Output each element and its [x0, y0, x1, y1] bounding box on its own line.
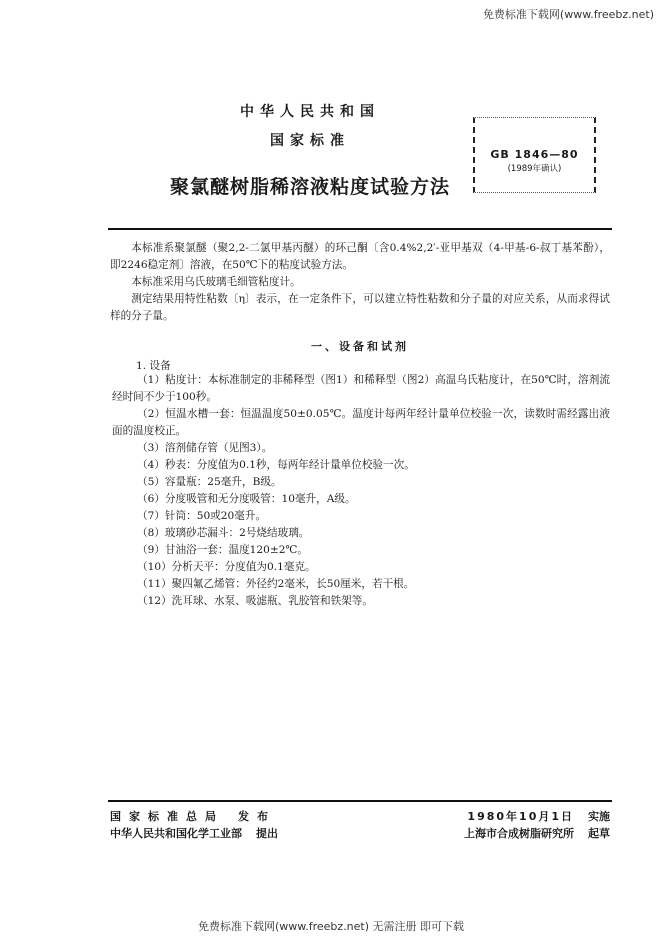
country-name: 中华人民共和国	[240, 104, 380, 120]
list-item: （3）溶剂储存管（见图3）。	[137, 442, 273, 454]
list-item: （11）聚四氟乙烯管：外径约2毫米，长50厘米，若干根。	[137, 578, 415, 590]
confirmation-year: (1989年确认)	[507, 164, 562, 174]
intro-paragraph: 本标准系聚氯醚（聚2,2-二氯甲基丙醚）的环己酮〔含0.4%2,2′-亚甲基双（4-甲基-6-叔丁基苯酚），即2246稳定剂〕溶液，在50℃下的粘度试验方法。	[110, 242, 610, 271]
watermark-bottom: 免费标准下载网(www.freebz.net) 无需注册 即可下载	[197, 920, 465, 933]
standard-code-box	[473, 117, 596, 193]
proposer-name: 中华人民共和国化学工业部	[110, 827, 242, 840]
drafter-label: 起草	[588, 827, 610, 840]
standard-code: GB 1846—80	[490, 148, 579, 161]
intro-paragraph: 测定结果用特性粘数〔η〕表示，在一定条件下，可以建立特性粘数和分子量的对应关系，从而求得试样的分子量。	[110, 293, 610, 322]
list-item: （4）秒表：分度值为0.1秒，每两年经计量单位校验一次。	[137, 459, 415, 471]
implementation-date: 1980年10月1日	[467, 810, 574, 823]
list-item: （2）恒温水槽一套：恒温温度50±0.05℃。温度计每两年经计量单位校验一次，读数时需经露出液面的温度校正。	[112, 408, 610, 437]
issuer-name: 国家标准总局	[110, 810, 224, 823]
watermark-top: 免费标准下载网(www.freebz.net)	[482, 8, 654, 21]
footer-proposer	[110, 825, 278, 841]
proposer-label: 提出	[256, 827, 278, 840]
list-item: （1）粘度计：本标准制定的非稀释型（图1）和稀释型（图2）高温乌氏粘度计，在50℃时，溶剂流经时间不少于100秒。	[112, 374, 610, 403]
standard-category: 国家标准	[270, 133, 350, 149]
drafter-name: 上海市合成树脂研究所	[464, 827, 574, 840]
intro-paragraph: 本标准采用乌氏玻璃毛细管粘度计。	[131, 276, 301, 288]
footer-divider	[108, 800, 612, 802]
list-item: （7）针筒：50或20毫升。	[137, 510, 267, 522]
list-item: （10）分析天平：分度值为0.1毫克。	[137, 561, 316, 573]
footer-issuer	[110, 808, 276, 824]
section-heading: 一、设备和试剂	[311, 340, 409, 353]
item-heading: 1. 设备	[136, 360, 171, 372]
list-item: （5）容量瓶：25毫升，B级。	[137, 476, 282, 488]
header-divider	[108, 228, 612, 230]
equipment-list	[112, 372, 610, 610]
intro-section	[110, 240, 610, 325]
list-item: （12）洗耳球、水泵、吸滤瓶、乳胶管和铁架等。	[137, 595, 373, 607]
list-item: （8）玻璃砂芯漏斗：2号烧结玻璃。	[137, 527, 310, 539]
footer-drafter	[464, 825, 610, 841]
document-title: 聚氯醚树脂稀溶液粘度试验方法	[169, 176, 450, 198]
footer-implementation	[467, 808, 610, 824]
list-item: （6）分度吸管和无分度吸管：10毫升，A级。	[137, 493, 356, 505]
implementation-label: 实施	[588, 810, 610, 823]
issuer-label: 发布	[238, 810, 276, 823]
list-item: （9）甘油浴一套：温度120±2℃。	[137, 544, 308, 556]
